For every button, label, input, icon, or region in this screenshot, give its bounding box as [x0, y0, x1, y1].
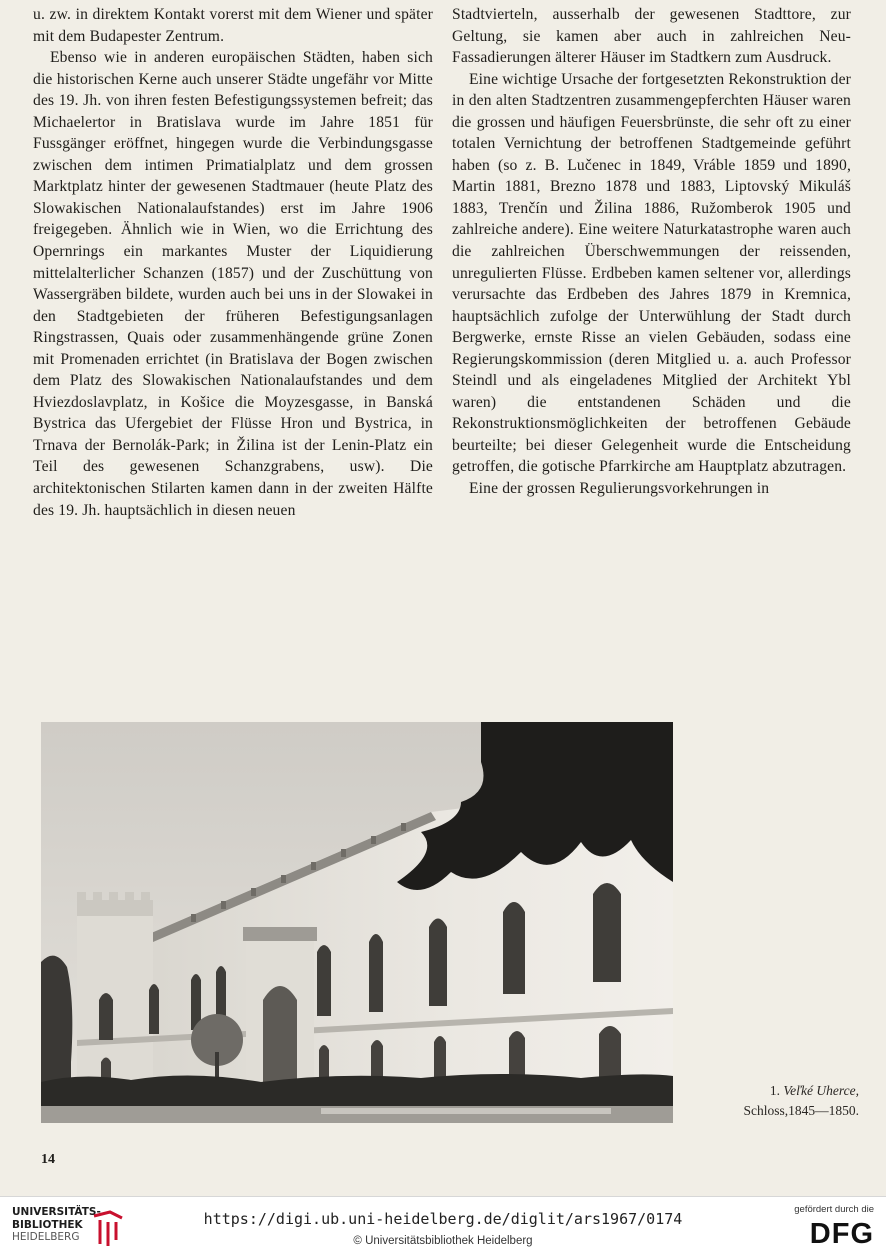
paragraph: Eine der grossen Regulierungsvorkehrungen in [469, 480, 770, 498]
viewer-footer [0, 1196, 886, 1259]
page-number: 14 [41, 1152, 55, 1167]
figure-caption [693, 1081, 859, 1121]
paragraph: u. zw. in direktem Kontakt vorerst mit dem Wiener und später mit dem Budapester Zentrum. [33, 6, 433, 45]
library-line: BIBLIOTHEK [12, 1218, 83, 1231]
right-text-column [452, 4, 851, 500]
permalink-url[interactable]: https://digi.ub.uni-heidelberg.de/diglit/ars1967/0174 [203, 1210, 683, 1228]
library-line: UNIVERSITÄTS- [12, 1206, 101, 1218]
caption-number: 1. [769, 1083, 780, 1098]
paragraph: Ebenso wie in anderen europäischen Städten, haben sich die historischen Kerne auch unserer Städte ungefähr vor Mitte des 19. Jh. von ihren festen Befestigungssystemen befreit; das Michaelertor in Bratislava wurde im Jahre 1851 für Fussgänger eröffnet, hingegen wurde die Verbindungsgasse zwischen dem intimen Primatialplatz und dem grossen Marktplatz hinter der gewesenen Stadtmauer (heute Platz des Slowakischen Nationalaufstandes) erst im Jahre 1906 freigegeben. Ähnlich wie in Wien, wo die Errichtung des Opernrings ein markantes Muster der Liquidierung mittelalterlicher Schanzen (1857) und der Zuschüttung von Wassergräben bildete, wurden auch bei uns in der Slowakei in den Stadtgebieten der früheren Befestigungsanlagen Ringstrassen, Quais oder zusammenhängende grüne Zonen mit Promenaden errichtet (in Bratislava der Bogen zwischen dem Platz des Slowakischen Nationalaufstandes und dem Hviezdoslavplatz, in Košice die Moyzesgasse, in Banská Bystrica das Ufergebiet der Flüsse Hron und Bystrica, in Trnava der Bernolák-Park; in Žilina ist der Lenin-Platz ein Teil des gewesenen Schanzgrabens, usw). Die architektonischen Stilarten kamen dann in der zweiten Hälfte des 19. Jh. hauptsächlich in diesen neuen [33, 49, 433, 519]
castle-photograph [41, 722, 673, 1123]
left-text-column [33, 4, 433, 521]
copyright-notice: © Universitätsbibliothek Heidelberg [353, 1235, 533, 1247]
dfg-logo: DFG [809, 1218, 874, 1250]
caption-title: Veľké Uherce, [783, 1083, 859, 1098]
paragraph: Stadtvierteln, ausserhalb der gewesenen Stadttore, zur Geltung, sie kamen aber auch in zahlreichen Neu-Fassadierungen älterer Häuser im Stadtkern zum Ausdruck. [452, 6, 851, 67]
library-line: HEIDELBERG [12, 1231, 80, 1243]
caption-subtitle: Schloss,1845—1850. [743, 1103, 859, 1118]
sponsor-label: gefördert durch die [794, 1204, 874, 1215]
sponsor-block[interactable] [778, 1204, 874, 1254]
paragraph: Eine wichtige Ursache der fortgesetzten Rekonstruktion der in den alten Stadtzentren zusammengepferchten Häuser waren die grossen und häufigen Feuersbrünste, die sehr oft zu einer totalen Vernichtung der betroffenen Stadtgemeinde geführt haben (so z. B. Lučenec in 1849, Vráble 1859 und 1890, Martin 1881, Brezno 1878 und 1883, Liptovský Mikuláš 1883, Trenčín und Žilina 1886, Ružomberok 1905 und zahlreiche andere). Eine weitere Naturkatastrophe waren auch die zahlreichen Überschwemmungen der reissenden, unregulierten Flüsse. Erdbeben kamen seltener vor, allerdings verursachte das Erdbeben des Jahres 1879 in Kremnica, hauptsächlich zufolge der Unterwühlung der Stadt durch Bergwerke, ernste Risse an vielen Gebäuden, sodass eine Regierungskommission (deren Mitglied u. a. auch Professor Steindl und als eingeladenes Mitglied der Architekt Ybl waren) die entstandenen Schäden und die Rekonstruktionsmöglichkeiten der betroffenen Gebäude beurteilte; bei dieser Gelegenheit wurde die Entscheidung getroffen, die gotische Pfarrkirche am Hauptplatz abzutragen. [452, 70, 851, 476]
